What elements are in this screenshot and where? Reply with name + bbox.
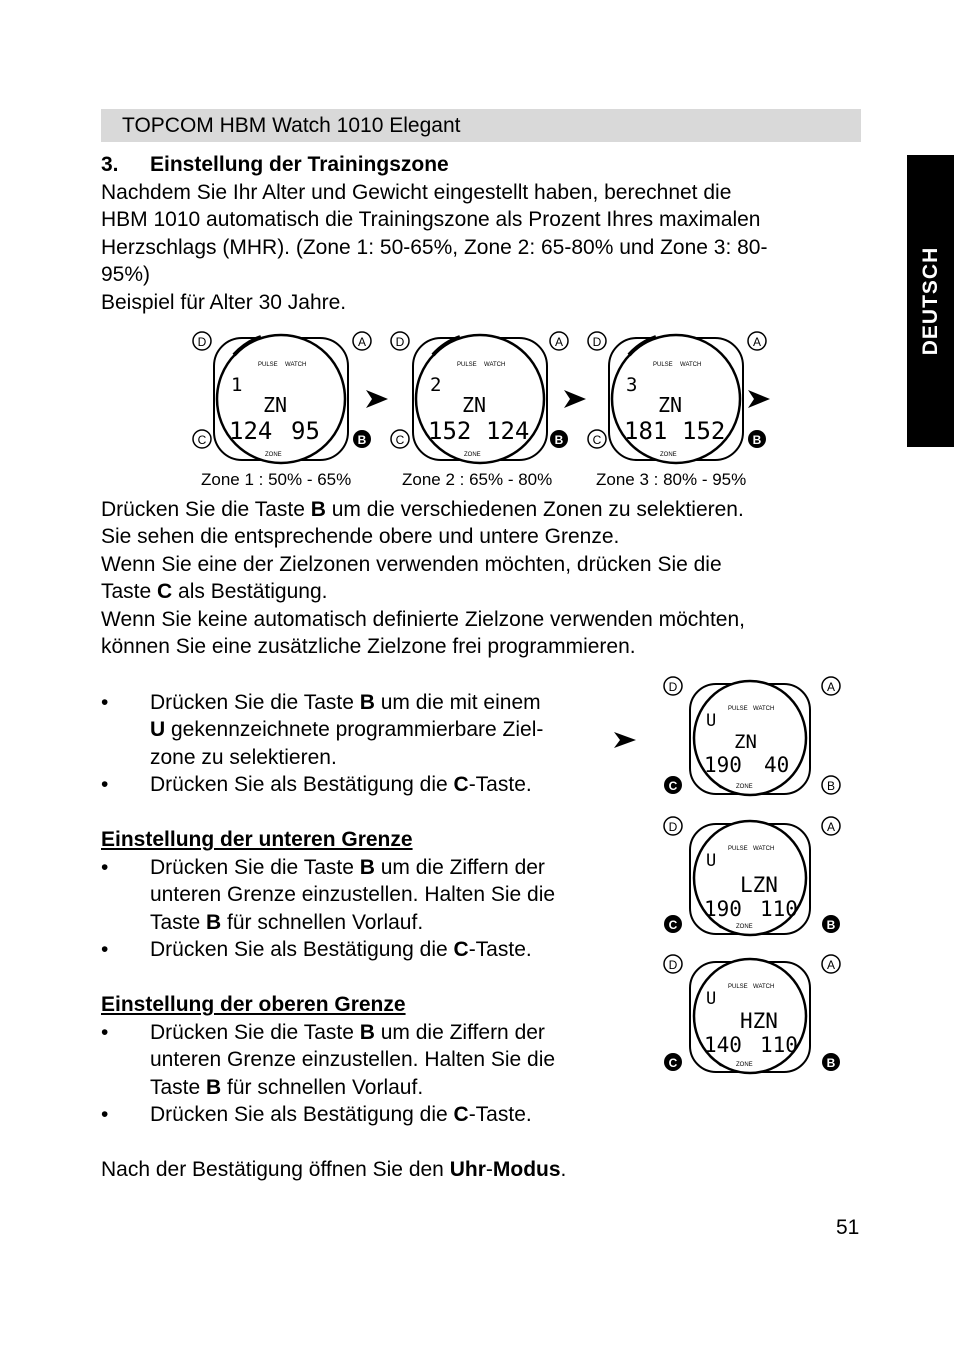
bullet-text: unteren Grenze einzustellen. Halten Sie die xyxy=(150,1048,556,1071)
paragraph-line: Wenn Sie keine automatisch definierte Zielzone verwenden möchten, xyxy=(101,608,745,631)
brand-pulse: PULSE xyxy=(457,362,477,368)
bullet-dot: • xyxy=(101,1103,109,1126)
lcd-left: 124 xyxy=(229,417,273,445)
bullet-text: Drücken Sie die Taste B um die Ziffern der xyxy=(150,856,545,879)
arrow-icon xyxy=(614,732,636,748)
brand-zone: ZONE xyxy=(736,924,753,930)
lcd-mid: ZN xyxy=(658,393,683,417)
button-c-label: C xyxy=(668,779,678,793)
lcd-mid: ZN xyxy=(462,393,487,417)
button-a-label: A xyxy=(826,958,836,972)
button-a-label: A xyxy=(752,335,762,349)
side-watch-display-2 xyxy=(690,821,810,935)
bullet-text: U gekennzeichnete programmierbare Ziel- xyxy=(150,718,544,741)
paragraph-line: können Sie eine zusätzliche Zielzone frei programmieren. xyxy=(101,635,636,658)
lcd-top: 2 xyxy=(430,374,442,396)
bullet-text: Drücken Sie als Bestätigung die C-Taste. xyxy=(150,773,532,796)
brand-watch: WATCH xyxy=(753,984,775,990)
arrow-icon xyxy=(748,390,770,408)
button-d-label: D xyxy=(395,335,405,349)
button-c-label: C xyxy=(668,1056,678,1070)
lcd-top: U xyxy=(706,711,717,731)
brand-watch: WATCH xyxy=(285,362,307,368)
button-c-label: C xyxy=(197,433,207,447)
bullet-text: Drücken Sie als Bestätigung die C-Taste. xyxy=(150,1103,532,1126)
brand-watch: WATCH xyxy=(680,362,702,368)
bullet-dot: • xyxy=(101,1021,109,1044)
intro-line: Nachdem Sie Ihr Alter und Gewicht eingestellt haben, berechnet die xyxy=(101,181,732,204)
lcd-right: 152 xyxy=(682,417,726,445)
button-a-label: A xyxy=(554,335,564,349)
paragraph-line: Drücken Sie die Taste B um die verschiedenen Zonen zu selektieren. xyxy=(101,498,744,521)
lcd-left: 181 xyxy=(624,417,668,445)
example-line: Beispiel für Alter 30 Jahre. xyxy=(101,291,347,314)
bullet-dot: • xyxy=(101,773,109,796)
lcd-left: 190 xyxy=(704,897,742,921)
button-c-label: C xyxy=(395,433,405,447)
zone-caption: Zone 3 : 80% - 95% xyxy=(596,470,747,489)
paragraph-line: Wenn Sie eine der Zielzonen verwenden möchten, drücken Sie die xyxy=(101,553,722,576)
section-number: 3. xyxy=(101,153,119,176)
bullet-text: Drücken Sie als Bestätigung die C-Taste. xyxy=(150,938,532,961)
side-watch-column xyxy=(610,670,870,1090)
watch-row-svg xyxy=(0,325,954,465)
header-title: TOPCOM HBM Watch 1010 Elegant xyxy=(122,114,461,137)
brand-watch: WATCH xyxy=(753,846,775,852)
lcd-mid: ZN xyxy=(263,393,288,417)
intro-line: 95%) xyxy=(101,263,151,286)
button-c-label: C xyxy=(668,918,678,932)
button-b-label: B xyxy=(357,433,367,447)
bullet-text: Taste B für schnellen Vorlauf. xyxy=(150,911,424,934)
brand-zone: ZONE xyxy=(660,452,677,458)
lcd-top: U xyxy=(706,851,717,871)
side-watch-display-1 xyxy=(690,681,810,795)
bullet-dot: • xyxy=(101,938,109,961)
lcd-top: U xyxy=(706,989,717,1009)
bullet-text: unteren Grenze einzustellen. Halten Sie die xyxy=(150,883,556,906)
zone-caption: Zone 1 : 50% - 65% xyxy=(201,470,352,489)
brand-zone: ZONE xyxy=(736,1062,753,1068)
button-d-label: D xyxy=(197,335,207,349)
language-tab-label: DEUTSCH xyxy=(918,246,942,356)
paragraph-line: Sie sehen die entsprechende obere und untere Grenze. xyxy=(101,525,620,548)
lcd-mid: LZN xyxy=(740,873,778,897)
header-bar xyxy=(101,109,861,142)
button-d-label: D xyxy=(668,958,678,972)
lcd-right: 95 xyxy=(291,417,320,445)
closing-line: Nach der Bestätigung öffnen Sie den Uhr-Modus. xyxy=(101,1158,567,1181)
watch-display-2 xyxy=(413,335,547,463)
button-c-label: C xyxy=(592,433,602,447)
button-b-label: B xyxy=(826,779,836,793)
watch-display-1 xyxy=(214,335,348,463)
bullet-text: zone zu selektieren. xyxy=(150,746,337,769)
lcd-top: 1 xyxy=(231,374,243,396)
arrow-icon xyxy=(366,390,388,408)
button-b-label: B xyxy=(752,433,762,447)
lcd-left: 140 xyxy=(704,1033,742,1057)
brand-watch: WATCH xyxy=(753,706,775,712)
side-watch-display-3 xyxy=(690,959,810,1073)
brand-pulse: PULSE xyxy=(728,846,748,852)
button-a-label: A xyxy=(357,335,367,349)
paragraph-line: Taste C als Bestätigung. xyxy=(101,580,328,603)
button-d-label: D xyxy=(668,680,678,694)
brand-zone: ZONE xyxy=(736,784,753,790)
brand-pulse: PULSE xyxy=(728,706,748,712)
lcd-top: 3 xyxy=(626,374,638,396)
button-d-label: D xyxy=(592,335,602,349)
page-number: 51 xyxy=(836,1216,860,1239)
brand-pulse: PULSE xyxy=(728,984,748,990)
lcd-mid: HZN xyxy=(740,1009,778,1033)
lcd-left: 152 xyxy=(428,417,472,445)
button-b-label: B xyxy=(826,1056,836,1070)
brand-pulse: PULSE xyxy=(258,362,278,368)
lcd-right: 40 xyxy=(764,753,790,777)
section-title: Einstellung der Trainingszone xyxy=(150,153,449,176)
button-b-label: B xyxy=(554,433,564,447)
button-b-label: B xyxy=(826,918,836,932)
button-a-label: A xyxy=(826,820,836,834)
button-d-label: D xyxy=(668,820,678,834)
intro-line: HBM 1010 automatisch die Trainingszone als Prozent Ihres maximalen xyxy=(101,208,761,231)
lower-limit-heading: Einstellung der unteren Grenze xyxy=(101,828,413,851)
brand-zone: ZONE xyxy=(265,452,282,458)
brand-watch: WATCH xyxy=(484,362,506,368)
bullet-dot: • xyxy=(101,856,109,879)
bullet-text: Drücken Sie die Taste B um die mit einem xyxy=(150,691,541,714)
lcd-right: 110 xyxy=(760,897,798,921)
bullet-dot: • xyxy=(101,691,109,714)
upper-limit-heading: Einstellung der oberen Grenze xyxy=(101,993,406,1016)
bullet-text: Taste B für schnellen Vorlauf. xyxy=(150,1076,424,1099)
lcd-right: 110 xyxy=(760,1033,798,1057)
lcd-mid: ZN xyxy=(734,731,757,753)
button-a-label: A xyxy=(826,680,836,694)
watch-display-3 xyxy=(609,335,743,463)
zone-caption: Zone 2 : 65% - 80% xyxy=(402,470,553,489)
lcd-right: 124 xyxy=(486,417,530,445)
arrow-icon xyxy=(564,390,586,408)
bullet-text: Drücken Sie die Taste B um die Ziffern der xyxy=(150,1021,545,1044)
lcd-left: 190 xyxy=(704,753,742,777)
brand-pulse: PULSE xyxy=(653,362,673,368)
brand-zone: ZONE xyxy=(464,452,481,458)
intro-line: Herzschlags (MHR). (Zone 1: 50-65%, Zone 2: 65-80% und Zone 3: 80- xyxy=(101,236,768,259)
